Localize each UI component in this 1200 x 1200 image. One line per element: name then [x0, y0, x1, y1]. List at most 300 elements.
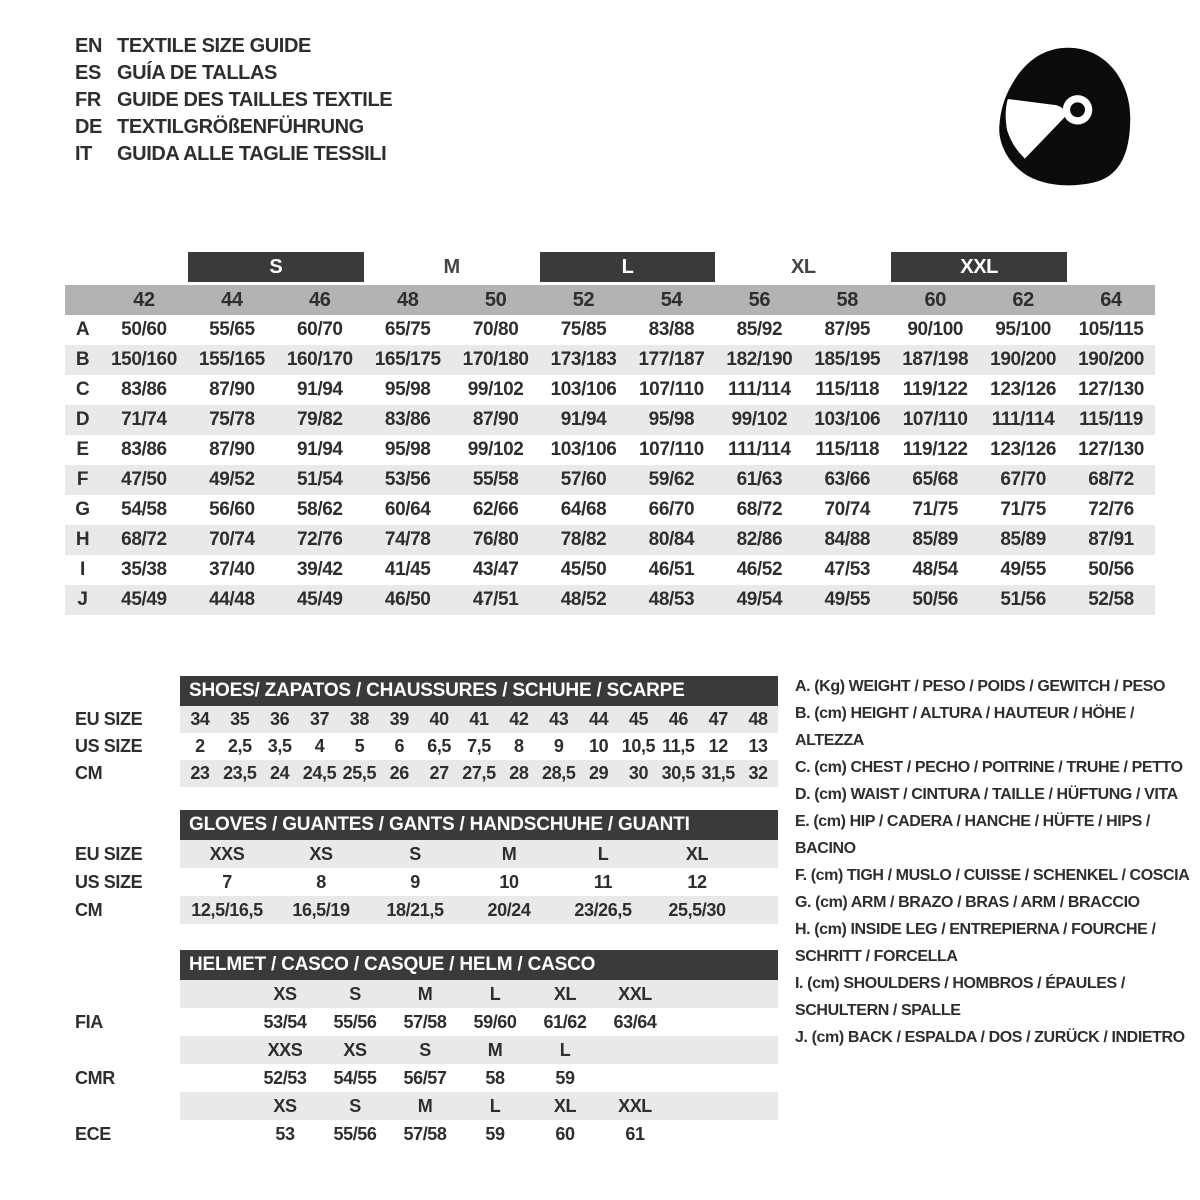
numeric-size: 60 [924, 288, 946, 311]
helmet-title-bar: HELMET / CASCO / CASQUE / HELM / CASCO [180, 950, 778, 980]
size-value-cell: 48/54 [912, 559, 958, 580]
row-label: CM [75, 899, 103, 920]
lower-tables [75, 676, 790, 1148]
glove-size-cell: 8 [316, 871, 326, 892]
size-value-cell: 71/74 [121, 409, 167, 430]
size-value-cell: 68/72 [1088, 469, 1134, 490]
shoe-size-cell: 30,5 [661, 763, 696, 783]
size-group-text: S [269, 255, 283, 278]
size-value-cell: 50/60 [121, 319, 167, 340]
size-value-cell: 72/76 [297, 529, 343, 550]
helmet-standard-section [75, 1092, 790, 1148]
table-row [65, 435, 1155, 465]
glove-size-cell: XS [309, 843, 333, 864]
gloves-table [75, 810, 790, 924]
table-row [65, 315, 1155, 345]
size-value-cell: 46/51 [648, 559, 695, 580]
size-value-cell: 160/170 [286, 349, 353, 370]
size-value-cell: 85/92 [736, 319, 783, 340]
shoe-size-cell: 32 [748, 763, 768, 783]
size-value-cell: 49/54 [736, 589, 783, 610]
size-value-cell: 99/102 [467, 439, 524, 460]
shoe-size-cell: 38 [349, 709, 369, 729]
numeric-size: 48 [396, 288, 419, 311]
helmet-size-label: XL [553, 983, 577, 1004]
textile-size-table [65, 252, 1155, 615]
size-value-cell: 80/84 [648, 529, 695, 550]
glove-size-cell: 9 [410, 871, 420, 892]
shoe-size-cell: 34 [190, 709, 210, 729]
size-value-cell: 107/110 [639, 439, 704, 460]
helmet-size-value: 52/53 [263, 1067, 307, 1088]
table-row [75, 840, 790, 868]
size-group-text: XXL [960, 255, 998, 278]
table-row [75, 733, 790, 760]
row-label: US SIZE [75, 736, 143, 756]
glove-size-cell: 20/24 [487, 899, 531, 920]
helmet-title-row [75, 950, 790, 980]
table-row [75, 896, 790, 924]
shoe-size-cell: 44 [588, 709, 609, 729]
size-value-cell: 111/114 [727, 439, 791, 460]
row-label: EU SIZE [75, 709, 143, 729]
legend-item: H. (cm) INSIDE LEG / ENTREPIERNA / FOURCHE / SCHRITT / FORCELLA [795, 921, 1156, 965]
size-value-cell: 63/66 [824, 469, 871, 490]
size-group-label [364, 252, 540, 282]
size-value-cell: 87/90 [209, 439, 255, 460]
page-title: GUIDA ALLE TAGLIE TESSILI [117, 143, 387, 165]
shoe-size-cell: 45 [628, 709, 649, 729]
size-value-cell: 65/75 [384, 319, 431, 340]
glove-size-cell: 7 [222, 871, 232, 892]
helmet-size-value: 59 [555, 1067, 575, 1088]
row-label: A [75, 319, 90, 340]
helmet-size-value: 60 [555, 1123, 575, 1144]
size-value-cell: 60/70 [297, 319, 343, 340]
shoe-size-cell: 5 [354, 736, 365, 756]
helmet-size-label: L [489, 983, 501, 1004]
size-value-cell: 35/38 [121, 559, 167, 580]
size-value-cell: 182/190 [726, 349, 793, 370]
table-row [65, 465, 1155, 495]
shoes-title-row [75, 676, 790, 706]
size-value-cell: 51/54 [297, 469, 343, 490]
size-value-cell: 107/110 [902, 409, 968, 430]
table-row [65, 585, 1155, 615]
numeric-size: 50 [484, 288, 507, 311]
page-title: TEXTILGRÖßENFÜHRUNG [117, 116, 364, 138]
glove-size-cell: 23/26,5 [574, 899, 632, 920]
row-label: F [76, 469, 89, 490]
size-value-cell: 105/115 [1078, 319, 1144, 340]
helmet-size-label: XS [273, 983, 297, 1004]
legend-item: B. (cm) HEIGHT / ALTURA / HAUTEUR / HÖHE / ALTEZZA [795, 705, 1135, 749]
helmet-size-value: 63/64 [613, 1011, 657, 1032]
table-row [65, 525, 1155, 555]
size-value-cell: 49/52 [209, 469, 255, 490]
glove-size-cell: 16,5/19 [292, 899, 350, 920]
shoes-title-bar: SHOES/ ZAPATOS / CHAUSSURES / SCHUHE / SCARPE [180, 676, 778, 706]
shoe-size-cell: 48 [748, 709, 768, 729]
helmet-size-value: 53/54 [263, 1011, 307, 1032]
size-value-cell: 115/118 [815, 379, 880, 400]
shoe-size-cell: 40 [429, 709, 449, 729]
glove-size-cell: L [597, 843, 609, 864]
size-value-cell: 45/49 [121, 589, 167, 610]
shoes-table [75, 676, 790, 787]
size-value-cell: 83/88 [648, 319, 695, 340]
size-value-cell: 75/78 [209, 409, 255, 430]
shoe-size-cell: 27 [429, 763, 449, 783]
size-value-cell: 52/58 [1088, 589, 1134, 610]
helmet-size-label: XL [553, 1095, 577, 1116]
size-value-cell: 59/62 [648, 469, 695, 490]
helmet-size-value: 61/62 [543, 1011, 587, 1032]
size-value-cell: 54/58 [121, 499, 167, 520]
helmet-standard-section [75, 1036, 790, 1092]
size-value-cell: 87/91 [1088, 529, 1134, 550]
size-value-cell: 115/118 [815, 439, 880, 460]
shoe-size-cell: 2 [195, 736, 205, 756]
measurement-rows [65, 315, 1155, 615]
row-label: EU SIZE [75, 843, 143, 864]
language-code: EN [75, 35, 102, 57]
size-value-cell: 70/74 [824, 499, 871, 520]
size-value-cell: 123/126 [990, 379, 1057, 400]
size-value-cell: 58/62 [297, 499, 343, 520]
size-value-cell: 165/175 [374, 349, 441, 370]
size-value-cell: 60/64 [384, 499, 431, 520]
language-row [75, 33, 392, 60]
shoe-size-cell: 10,5 [621, 736, 656, 756]
table-row [65, 555, 1155, 585]
numeric-size: 42 [133, 288, 155, 311]
size-value-cell: 83/86 [384, 409, 431, 430]
helmet-values-row [75, 1064, 790, 1092]
shoe-size-cell: 28 [509, 763, 529, 783]
language-row [75, 141, 392, 168]
legend-item: E. (cm) HIP / CADERA / HANCHE / HÜFTE / HIPS / BACINO [795, 813, 1150, 857]
language-code: IT [75, 143, 92, 165]
shoe-size-cell: 3,5 [267, 736, 292, 756]
size-value-cell: 68/72 [121, 529, 167, 550]
numeric-size: 62 [1012, 288, 1034, 311]
size-value-cell: 53/56 [384, 469, 431, 490]
size-value-cell: 185/195 [814, 349, 881, 370]
measurement-legend [795, 673, 1195, 1051]
language-row [75, 60, 392, 87]
helmet-size-value: 61 [625, 1123, 645, 1144]
size-value-cell: 62/66 [472, 499, 519, 520]
table-row [75, 706, 790, 733]
helmet-size-label: XXL [618, 983, 652, 1004]
table-row [65, 375, 1155, 405]
numeric-size-header-row [65, 285, 1155, 315]
row-label: H [75, 529, 90, 550]
shoe-size-cell: 24,5 [302, 763, 337, 783]
size-value-cell: 99/102 [731, 409, 788, 430]
shoe-size-cell: 6 [394, 736, 405, 756]
row-label: CM [75, 763, 103, 783]
table-row [65, 495, 1155, 525]
shoe-size-cell: 8 [514, 736, 524, 756]
size-value-cell: 55/58 [472, 469, 519, 490]
size-value-cell: 84/88 [824, 529, 871, 550]
size-value-cell: 123/126 [990, 439, 1057, 460]
size-value-cell: 90/100 [907, 319, 964, 340]
helmet-size-label: S [349, 1095, 361, 1116]
helmet-sizes-row [75, 1036, 790, 1064]
legend-item: J. (cm) BACK / ESPALDA / DOS / ZURÜCK / INDIETRO [795, 1029, 1185, 1046]
shoe-size-cell: 28,5 [542, 763, 576, 783]
size-group-text: XL [790, 255, 816, 278]
size-value-cell: 44/48 [209, 589, 255, 610]
glove-size-cell: M [501, 843, 517, 864]
size-value-cell: 61/63 [736, 469, 783, 490]
size-value-cell: 47/53 [824, 559, 871, 580]
size-value-cell: 83/86 [121, 379, 167, 400]
size-value-cell: 64/68 [560, 499, 607, 520]
size-value-cell: 103/106 [550, 439, 617, 460]
legend-item: G. (cm) ARM / BRAZO / BRAS / ARM / BRACCIO [795, 894, 1140, 911]
size-value-cell: 45/49 [297, 589, 343, 610]
size-value-cell: 177/187 [638, 349, 705, 370]
glove-size-cell: 12,5/16,5 [191, 899, 263, 920]
shoe-size-cell: 9 [553, 736, 564, 756]
size-value-cell: 115/119 [1079, 409, 1143, 430]
size-group-text: L [621, 255, 634, 278]
glove-size-cell: 12 [687, 871, 707, 892]
legend-item: A. (Kg) WEIGHT / PESO / POIDS / GEWITCH / PESO [795, 678, 1166, 695]
size-value-cell: 50/56 [912, 589, 958, 610]
shoe-size-cell: 43 [549, 709, 569, 729]
row-label: G [75, 499, 90, 520]
size-value-cell: 170/180 [462, 349, 529, 370]
size-value-cell: 111/114 [727, 379, 791, 400]
page-title: GUÍA DE TALLAS [117, 62, 277, 84]
language-code: ES [75, 62, 101, 84]
shoe-size-cell: 29 [588, 763, 609, 783]
size-value-cell: 82/86 [736, 529, 783, 550]
size-value-cell: 91/94 [297, 379, 343, 400]
shoe-size-cell: 11,5 [662, 736, 695, 756]
helmet-size-label: XXS [267, 1039, 303, 1060]
shoe-size-cell: 41 [469, 709, 489, 729]
size-group-label [715, 252, 891, 282]
numeric-size: 54 [660, 288, 683, 311]
size-value-cell: 74/78 [384, 529, 431, 550]
shoe-size-cell: 39 [389, 709, 409, 729]
shoe-size-cell: 42 [509, 709, 529, 729]
table-row [65, 345, 1155, 375]
numeric-size: 64 [1100, 288, 1122, 311]
size-value-cell: 85/89 [912, 529, 958, 550]
size-value-cell: 49/55 [824, 589, 871, 610]
size-value-cell: 87/90 [209, 379, 255, 400]
language-code: FR [75, 89, 101, 111]
size-value-cell: 127/130 [1078, 439, 1144, 460]
helmet-table [75, 950, 790, 1148]
size-value-cell: 119/122 [902, 379, 968, 400]
legend-item: I. (cm) SHOULDERS / HOMBROS / ÉPAULES / SCHULTERN / SPALLE [795, 975, 1125, 1019]
language-title-list [75, 33, 392, 168]
helmet-size-label: M [417, 983, 433, 1004]
helmet-size-label: M [417, 1095, 433, 1116]
table-row [65, 405, 1155, 435]
row-label: D [75, 409, 90, 430]
size-value-cell: 37/40 [209, 559, 255, 580]
helmet-size-value: 55/56 [333, 1123, 377, 1144]
size-value-cell: 48/53 [648, 589, 695, 610]
language-row [75, 87, 392, 114]
helmet-size-value: 53 [275, 1123, 295, 1144]
size-value-cell: 155/165 [198, 349, 265, 370]
size-value-cell: 87/95 [824, 319, 871, 340]
size-value-cell: 91/94 [560, 409, 607, 430]
helmet-size-label: S [349, 983, 361, 1004]
helmet-size-value: 57/58 [403, 1123, 447, 1144]
shoe-size-cell: 37 [309, 709, 330, 729]
size-value-cell: 187/198 [902, 349, 969, 370]
shoe-size-cell: 31,5 [701, 763, 735, 783]
language-row [75, 114, 392, 141]
row-label: US SIZE [75, 871, 143, 892]
shoe-size-cell: 13 [748, 736, 768, 756]
helmet-size-label: M [487, 1039, 503, 1060]
size-value-cell: 70/74 [209, 529, 255, 550]
shoe-size-cell: 24 [270, 763, 290, 783]
helmet-size-value: 54/55 [333, 1067, 377, 1088]
size-group-header-row [65, 252, 1155, 282]
size-group-text: M [443, 255, 460, 278]
legend-item: F. (cm) TIGH / MUSLO / CUISSE / SCHENKEL / COSCIA [795, 867, 1190, 884]
size-value-cell: 72/76 [1088, 499, 1134, 520]
shoe-size-cell: 23,5 [223, 763, 257, 783]
shoe-size-cell: 35 [230, 709, 250, 729]
size-value-cell: 119/122 [902, 439, 968, 460]
size-value-cell: 47/50 [121, 469, 167, 490]
glove-size-cell: XL [685, 843, 709, 864]
helmet-size-value: 59/60 [473, 1011, 517, 1032]
shoe-size-cell: 25,5 [342, 763, 377, 783]
glove-size-cell: 11 [593, 871, 613, 892]
shoe-size-cell: 23 [190, 763, 210, 783]
shoe-size-cell: 10 [588, 736, 609, 756]
gloves-title-bar: GLOVES / GUANTES / GANTS / HANDSCHUHE / GUANTI [180, 810, 778, 840]
shoe-size-cell: 26 [389, 763, 409, 783]
size-value-cell: 95/98 [648, 409, 695, 430]
size-value-cell: 87/90 [472, 409, 519, 430]
helmet-size-label: L [559, 1039, 571, 1060]
helmet-size-value: 58 [485, 1067, 505, 1088]
glove-size-cell: 10 [499, 871, 519, 892]
standard-label: ECE [75, 1123, 111, 1144]
table-row [75, 868, 790, 896]
size-group-label [188, 252, 364, 282]
size-value-cell: 103/106 [814, 409, 881, 430]
standard-label: FIA [75, 1011, 103, 1032]
helmet-size-value: 57/58 [403, 1011, 447, 1032]
helmet-size-label: L [489, 1095, 501, 1116]
size-value-cell: 76/80 [472, 529, 519, 550]
size-value-cell: 51/56 [1000, 589, 1046, 610]
size-value-cell: 57/60 [560, 469, 607, 490]
helmet-size-label: S [419, 1039, 431, 1060]
glove-size-cell: S [409, 843, 421, 864]
numeric-size: 52 [572, 288, 595, 311]
racing-helmet-icon [983, 36, 1138, 196]
page-title: GUIDE DES TAILLES TEXTILE [117, 89, 393, 111]
helmet-sizes-row [75, 980, 790, 1008]
shoe-size-cell: 7,5 [467, 736, 491, 756]
size-value-cell: 49/55 [1000, 559, 1046, 580]
shoe-size-cell: 6,5 [427, 736, 452, 756]
size-group-label [540, 252, 716, 282]
size-value-cell: 39/42 [297, 559, 343, 580]
numeric-size: 58 [836, 288, 858, 311]
helmet-size-value: 56/57 [403, 1067, 447, 1088]
size-value-cell: 99/102 [467, 379, 524, 400]
helmet-size-label: XS [273, 1095, 297, 1116]
helmet-size-label: XXL [618, 1095, 652, 1116]
helmet-values-row [75, 1120, 790, 1148]
size-value-cell: 127/130 [1078, 379, 1144, 400]
helmet-values-row [75, 1008, 790, 1036]
table-row [75, 760, 790, 787]
size-value-cell: 78/82 [560, 529, 607, 550]
size-value-cell: 75/85 [560, 319, 607, 340]
helmet-size-label: XS [343, 1039, 367, 1060]
numeric-size: 46 [309, 288, 331, 311]
size-value-cell: 79/82 [297, 409, 343, 430]
legend-item: C. (cm) CHEST / PECHO / POITRINE / TRUHE / PETTO [795, 759, 1183, 776]
size-value-cell: 70/80 [472, 319, 519, 340]
shoe-size-cell: 2,5 [227, 736, 252, 756]
size-value-cell: 95/100 [995, 319, 1051, 340]
size-value-cell: 67/70 [1000, 469, 1046, 490]
language-code: DE [75, 116, 102, 138]
size-value-cell: 85/89 [1000, 529, 1046, 550]
size-value-cell: 190/200 [990, 349, 1057, 370]
shoe-size-cell: 36 [270, 709, 290, 729]
legend-item: D. (cm) WAIST / CINTURA / TAILLE / HÜFTUNG / VITA [795, 786, 1178, 803]
size-value-cell: 95/98 [384, 439, 431, 460]
size-value-cell: 47/51 [472, 589, 519, 610]
size-value-cell: 190/200 [1078, 349, 1144, 370]
shoe-size-cell: 47 [708, 709, 728, 729]
page-title: TEXTILE SIZE GUIDE [117, 35, 311, 57]
size-value-cell: 45/50 [560, 559, 607, 580]
size-group-label [891, 252, 1067, 282]
row-label: C [75, 379, 90, 400]
gloves-title-row [75, 810, 790, 840]
size-value-cell: 50/56 [1088, 559, 1134, 580]
shoe-size-cell: 30 [628, 763, 649, 783]
size-value-cell: 43/47 [472, 559, 519, 580]
size-value-cell: 65/68 [912, 469, 958, 490]
row-label: I [80, 559, 85, 580]
row-label: B [75, 349, 90, 370]
shoe-size-cell: 46 [668, 709, 688, 729]
shoe-size-cell: 12 [708, 736, 728, 756]
shoe-size-cell: 27,5 [462, 763, 496, 783]
size-value-cell: 173/183 [550, 349, 617, 370]
size-value-cell: 83/86 [121, 439, 167, 460]
size-value-cell: 55/65 [209, 319, 255, 340]
helmet-standard-section [75, 980, 790, 1036]
size-value-cell: 56/60 [209, 499, 255, 520]
row-label: E [76, 439, 89, 460]
